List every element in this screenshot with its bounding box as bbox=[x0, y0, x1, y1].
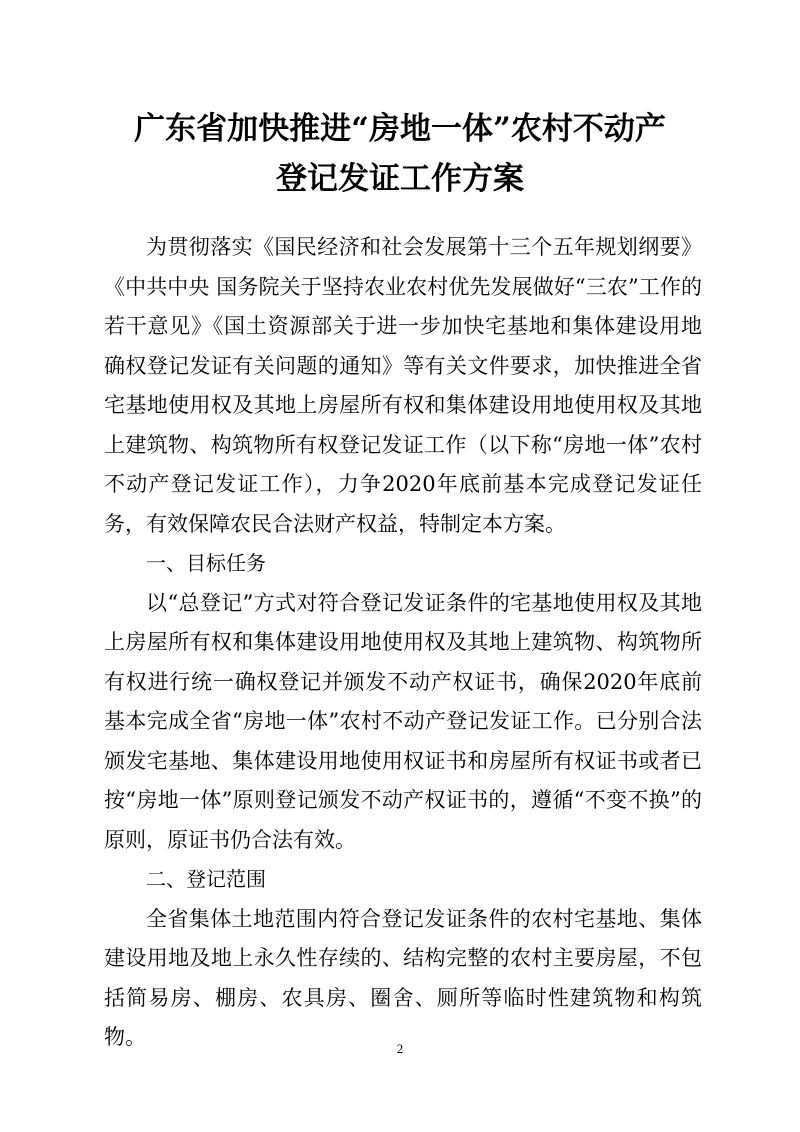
title-line-2: 登记发证工作方案 bbox=[276, 161, 524, 197]
title-line-1: 广东省加快推进“房地一体”农村不动产 bbox=[134, 111, 666, 147]
section-body-scope: 全省集体土地范围内符合登记发证条件的农村宅基地、集体建设用地及地上永久性存续的、结构完整的农村主要房屋，不包括简易房、棚房、农具房、圈舍、厕所等临时性建筑物和构筑物。 bbox=[104, 906, 702, 1049]
document-body bbox=[104, 228, 702, 1058]
intro-paragraph: 为贯彻落实《国民经济和社会发展第十三个五年规划纲要》《中共中央 国务院关于坚持农业农村优先发展做好“三农”工作的若干意见》《国土资源部关于进一步加快宅基地和集体建设用地确权登记发证有关问题的通知》等有关文件要求，加快推进全省宅基地使用权及其地上房屋所有权和集体建设用地使用权及其地上建筑物、构筑物所有权登记发证工作（以下称“房地一体”农村不动产登记发证工作），力争2020年底前基本完成登记发证任务，有效保障农民合法财产权益，特制定本方案。 bbox=[104, 235, 702, 536]
page-number: 2 bbox=[396, 1041, 404, 1056]
section-body-targets: 以“总登记”方式对符合登记发证条件的宅基地使用权及其地上房屋所有权和集体建设用地使用权及其地上建筑物、构筑物所有权进行统一确权登记并颁发不动产权证书，确保2020年底前基本完成全省“房地一体”农村不动产登记发证工作。已分别合法颁发宅基地、集体建设用地使用权证书和房屋所有权证书或者已按“房地一体”原则登记颁发不动产权证书的，遵循“不变不换”的原则，原证书仍合法有效。 bbox=[104, 590, 702, 852]
document-title bbox=[0, 104, 800, 204]
section-heading-targets: 一、目标任务 bbox=[146, 551, 266, 575]
section-heading-scope: 二、登记范围 bbox=[146, 867, 266, 891]
